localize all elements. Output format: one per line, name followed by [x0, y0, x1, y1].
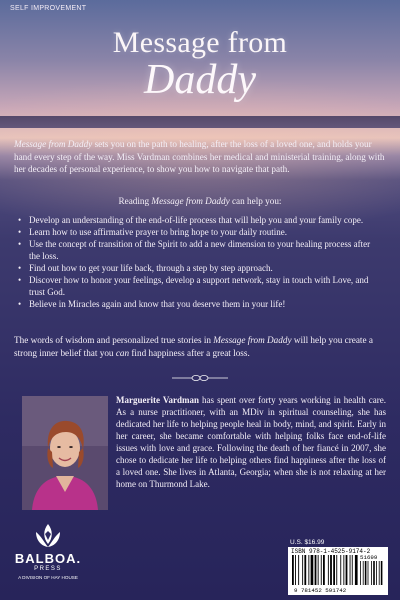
barcode-number: 9 781452 591742 [294, 587, 347, 594]
list-item: • Develop an understanding of the end-of-life process that will help you and your family cope. [18, 214, 380, 226]
barcode [288, 547, 388, 595]
title-line-1: Message from [112, 26, 288, 59]
barcode-bars-icon [288, 555, 388, 587]
author-name: Marguerite Vardman [116, 395, 200, 405]
ornament-divider-icon [172, 374, 228, 382]
closing-part-1: The words of wisdom and personalized true stories in [14, 335, 214, 345]
publisher-sub: PRESS [34, 566, 62, 572]
isbn-text: ISBN 978-1-4525-9174-2 [291, 548, 371, 555]
closing-part-3: find happiness after a great loss. [129, 347, 250, 358]
reading-intro [0, 196, 400, 206]
reading-title-ref: Message from Daddy [151, 196, 230, 206]
category-label: SELF IMPROVEMENT [10, 5, 87, 12]
publisher-name: BALBOA. [14, 551, 82, 566]
balboa-lotus-icon [33, 522, 63, 552]
list-item: • Learn how to use affirmative prayer to bring hope to your daily routine. [18, 226, 380, 238]
list-item: • Find out how to get your life back, through a step by step approach. [18, 262, 380, 274]
author-photo [22, 396, 108, 510]
closing-title-ref: Message from Daddy [213, 335, 292, 345]
reading-prefix: Reading [118, 196, 152, 206]
closing-part-2: will help you create a strong inner belief that you [14, 335, 373, 358]
list-item: • Discover how to honor your feelings, develop a support network, stay in touch with Love, and trust God. [18, 274, 380, 298]
publisher-logo [8, 522, 88, 596]
reading-suffix: can help you: [229, 196, 282, 206]
publisher-division: A DIVISION OF HAY HOUSE [18, 575, 78, 580]
author-bio-text: has spent over forty years working in health care. As a nurse practitioner, with an MDiv in spiritual counseling, she has dedicated her life to helping people heal in body, mind, and spirit. Early in her career, she became comfortable with helping folks face end-of-life issues with love and grace. Following the death of her fiancé in 2007, she chose to dedicate her life to helping others find happiness after the loss of a loved one. She lives in Atlanta, Georgia; when she is not relaxing at her home on Thurmond Lake. [116, 395, 386, 489]
lake-treeline [0, 116, 400, 128]
closing-emphasis: can [115, 347, 130, 358]
benefits-list [18, 214, 380, 310]
list-item: • Believe in Miracles again and know that you deserve them in your life! [18, 298, 380, 310]
addon-number: 51699 [360, 554, 378, 561]
list-item: • Use the concept of transition of the Spirit to add a new dimension to your healing process after the loss. [18, 238, 380, 262]
closing-paragraph [14, 334, 386, 359]
title-line-2: Daddy [144, 57, 256, 103]
blurb-paragraph [14, 138, 386, 176]
blurb-text: sets you on the path to healing, after the loss of a loved one, and holds your hand every step of the way. Miss Vardman combines her medical and ministerial training, along with her decades of personal experience, to show you how to navigate that path. [14, 139, 385, 175]
author-bio [116, 394, 386, 490]
price-label: U.S. $16.99 [290, 539, 325, 546]
blurb-title-ref: Message from Daddy [14, 139, 93, 149]
